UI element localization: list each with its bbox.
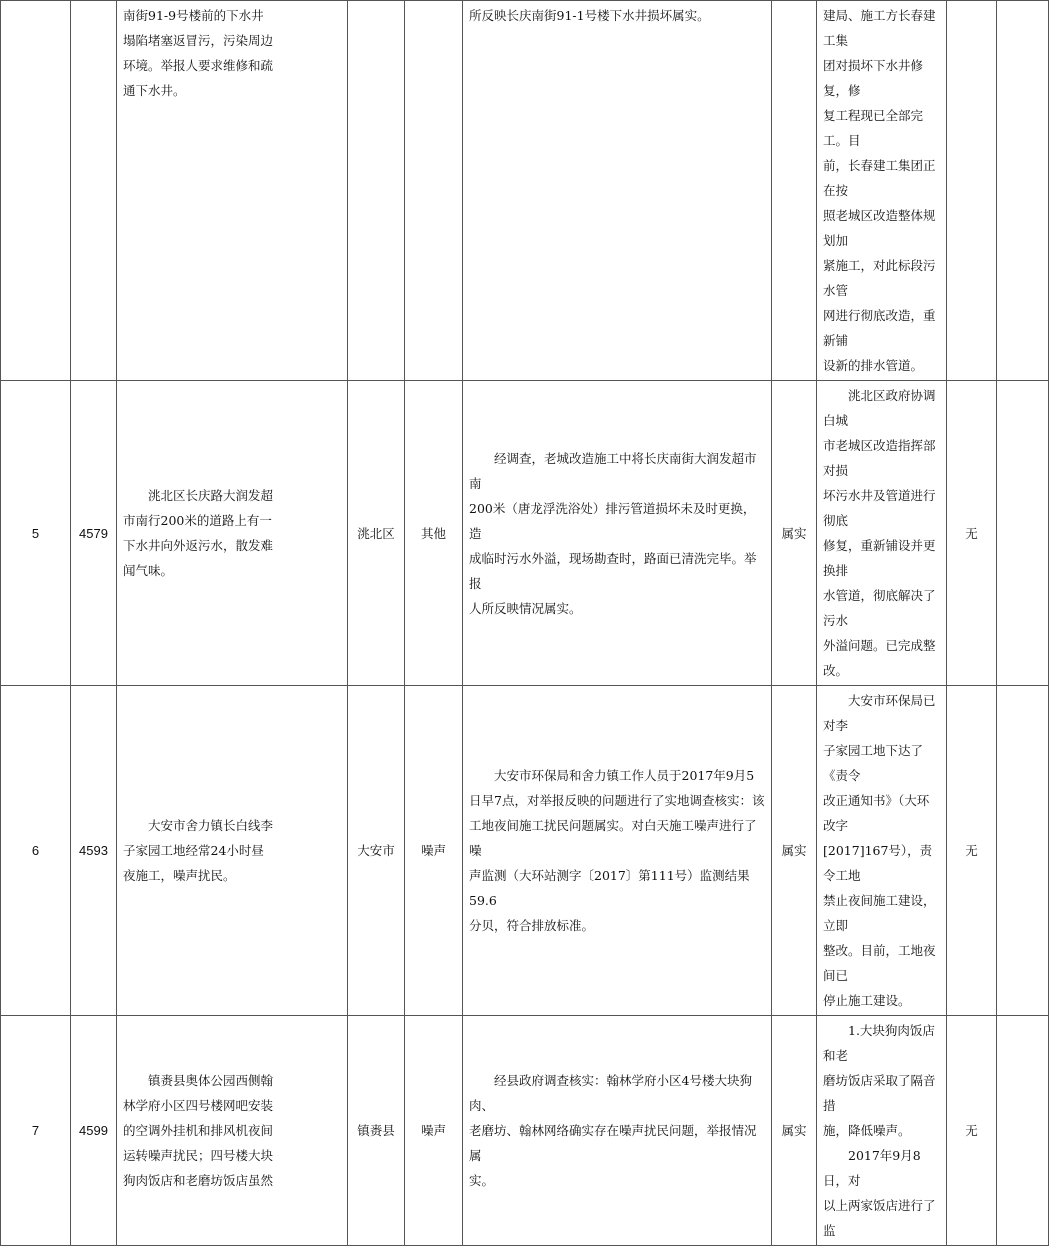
investigation-cell: [463, 1016, 772, 1246]
handling-cell-line: 修复，重新铺设并更换排: [823, 538, 936, 578]
complaint-cell-line: 南街91-9号楼前的下水井: [123, 8, 264, 23]
complaint-cell-line: 下水井向外返污水，散发难: [123, 538, 274, 553]
handling-cell-line: 水管道，彻底解决了污水: [823, 588, 936, 628]
complaint-cell-line: 运转噪声扰民；四号楼大块: [123, 1148, 274, 1163]
investigation-cell-line: 人所反映情况属实。: [469, 600, 582, 616]
row-number-cell: 6: [1, 686, 71, 1016]
district-cell: 大安市: [348, 686, 405, 1016]
type-cell: [405, 1, 463, 381]
handling-cell-line: 1.大块狗肉饭店和老: [823, 1023, 935, 1063]
remarks-cell: [997, 686, 1049, 1016]
type-cell: 噪声: [405, 686, 463, 1016]
investigation-cell: [463, 686, 772, 1016]
investigation-cell-line: 声监测（大环站测字〔2017〕第111号）监测结果59.6: [469, 868, 750, 908]
investigation-cell-line: 成临时污水外溢，现场勘查时，路面已清洗完毕。举报: [469, 550, 757, 591]
complaint-cell: [117, 1, 348, 381]
handling-cell-line: 2017年9月8日，对: [823, 1148, 921, 1188]
handling-cell-line: [2017]167号），责令工地: [823, 843, 933, 883]
complaint-cell-line: 狗肉饭店和老磨坊饭店虽然: [123, 1173, 274, 1188]
row-number-cell: 5: [1, 381, 71, 686]
table-row: [1, 1016, 1049, 1246]
handling-cell-line: 施，降低噪声。: [823, 1123, 911, 1138]
complaint-cell-line: 的空调外挂机和排风机夜间: [123, 1123, 274, 1138]
handling-cell-line: 前，长春建工集团正在按: [823, 158, 936, 198]
complaint-cell-line: 洮北区长庆路大润发超: [148, 488, 274, 503]
handling-cell: [817, 686, 947, 1016]
complaint-cell: [117, 686, 348, 1016]
complaint-cell-line: 镇赉县奥体公园西侧翰: [148, 1073, 274, 1088]
complaint-cell: [117, 1016, 348, 1246]
accountability-cell: 无: [947, 686, 997, 1016]
investigation-cell-line: 工地夜间施工扰民问题属实。对白天施工噪声进行了噪: [469, 818, 757, 858]
case-id-cell: 4599: [71, 1016, 117, 1246]
handling-cell-line: 改正通知书》（大环改字: [823, 793, 930, 833]
row-number-cell: [1, 1, 71, 381]
handling-cell-line: 复工程现已全部完工。目: [823, 108, 924, 148]
investigation-cell-line: 日早7点，对举报反映的问题进行了实地调查核实：该: [469, 793, 765, 808]
verdict-cell: 属实: [772, 686, 817, 1016]
investigation-cell-line: 经县政府调查核实：翰林学府小区4号楼大块狗肉、: [469, 1073, 752, 1113]
complaint-cell-line: 子家园工地经常24小时昼: [123, 843, 264, 858]
investigation-cell-line: 分贝，符合排放标准。: [469, 918, 595, 933]
investigation-cell-line: 200米（唐龙浮洗浴处）排污管道损坏未及时更换，造: [469, 500, 756, 541]
handling-cell-line: 大安市环保局已对李: [823, 693, 936, 733]
handling-cell: [817, 381, 947, 686]
investigation-cell-line: 大安市环保局和舍力镇工作人员于2017年9月5: [494, 768, 755, 783]
remarks-cell: [997, 381, 1049, 686]
complaint-cell: [117, 381, 348, 686]
handling-cell-line: 子家园工地下达了《责令: [823, 743, 924, 783]
case-id-cell: [71, 1, 117, 381]
complaint-cell-line: 通下水井。: [123, 83, 186, 98]
handling-cell-line: 停止施工建设。: [823, 993, 911, 1008]
handling-cell-line: 紧施工，对此标段污水管: [823, 258, 936, 298]
handling-cell-line: 洮北区政府协调白城: [823, 388, 936, 428]
case-id-cell: 4579: [71, 381, 117, 686]
accountability-cell: 无: [947, 381, 997, 686]
row-number-cell: 7: [1, 1016, 71, 1246]
complaint-cell-line: 环境。举报人要求维修和疏: [123, 58, 274, 73]
handling-cell-line: 禁止夜间施工建设，立即: [823, 893, 936, 933]
handling-cell: [817, 1016, 947, 1246]
handling-cell-line: 坏污水井及管道进行彻底: [823, 488, 936, 528]
complaint-cell-line: 大安市舍力镇长白线李: [148, 818, 274, 833]
district-cell: 洮北区: [348, 381, 405, 686]
handling-cell-line: 磨坊饭店采取了隔音措: [823, 1073, 936, 1113]
handling-cell-line: 整改。目前，工地夜间已: [823, 943, 936, 983]
district-cell: [348, 1, 405, 381]
verdict-cell: 属实: [772, 381, 817, 686]
investigation-cell: [463, 381, 772, 686]
type-cell: 其他: [405, 381, 463, 686]
accountability-cell: [947, 1, 997, 381]
complaint-cell-line: 市南行200米的道路上有一: [123, 513, 272, 528]
type-cell: 噪声: [405, 1016, 463, 1246]
verdict-cell: [772, 1, 817, 381]
investigation-cell-line: 经调查，老城改造施工中将长庆南街大润发超市南: [469, 450, 757, 491]
investigation-cell: [463, 1, 772, 381]
investigation-cell-line: 实。: [469, 1173, 495, 1188]
complaint-cell-line: 闻气味。: [123, 563, 174, 578]
handling-cell: [817, 1, 947, 381]
handling-cell-line: 外溢问题。已完成整改。: [823, 638, 936, 678]
remarks-cell: [997, 1, 1049, 381]
district-cell: 镇赉县: [348, 1016, 405, 1246]
handling-cell-line: 市老城区改造指挥部对损: [823, 438, 936, 478]
handling-cell-line: 团对损坏下水井修复，修: [823, 58, 924, 98]
complaint-cell-line: 林学府小区四号楼网吧安装: [123, 1098, 274, 1113]
complaint-cell-line: 夜施工，噪声扰民。: [123, 868, 236, 883]
table-row: [1, 381, 1049, 686]
remarks-cell: [997, 1016, 1049, 1246]
handling-cell-line: 设新的排水管道。: [823, 358, 924, 373]
handling-cell-line: 以上两家饭店进行了监: [823, 1198, 936, 1238]
accountability-cell: 无: [947, 1016, 997, 1246]
investigation-cell-line: 老磨坊、翰林网络确实存在噪声扰民问题，举报情况属: [469, 1123, 757, 1163]
table-body: [1, 1, 1049, 1246]
handling-cell-line: 建局、施工方长春建工集: [823, 8, 936, 48]
case-id-cell: 4593: [71, 686, 117, 1016]
table-row: [1, 686, 1049, 1016]
investigation-cell-line: 所反映长庆南街91-1号楼下水井损坏属实。: [469, 8, 710, 23]
handling-cell-line: 照老城区改造整体规划加: [823, 208, 936, 248]
table-row: [1, 1, 1049, 381]
verdict-cell: 属实: [772, 1016, 817, 1246]
complaint-cell-line: 塌陷堵塞返冒污，污染周边: [123, 33, 274, 48]
handling-cell-line: 网进行彻底改造，重新铺: [823, 308, 936, 348]
